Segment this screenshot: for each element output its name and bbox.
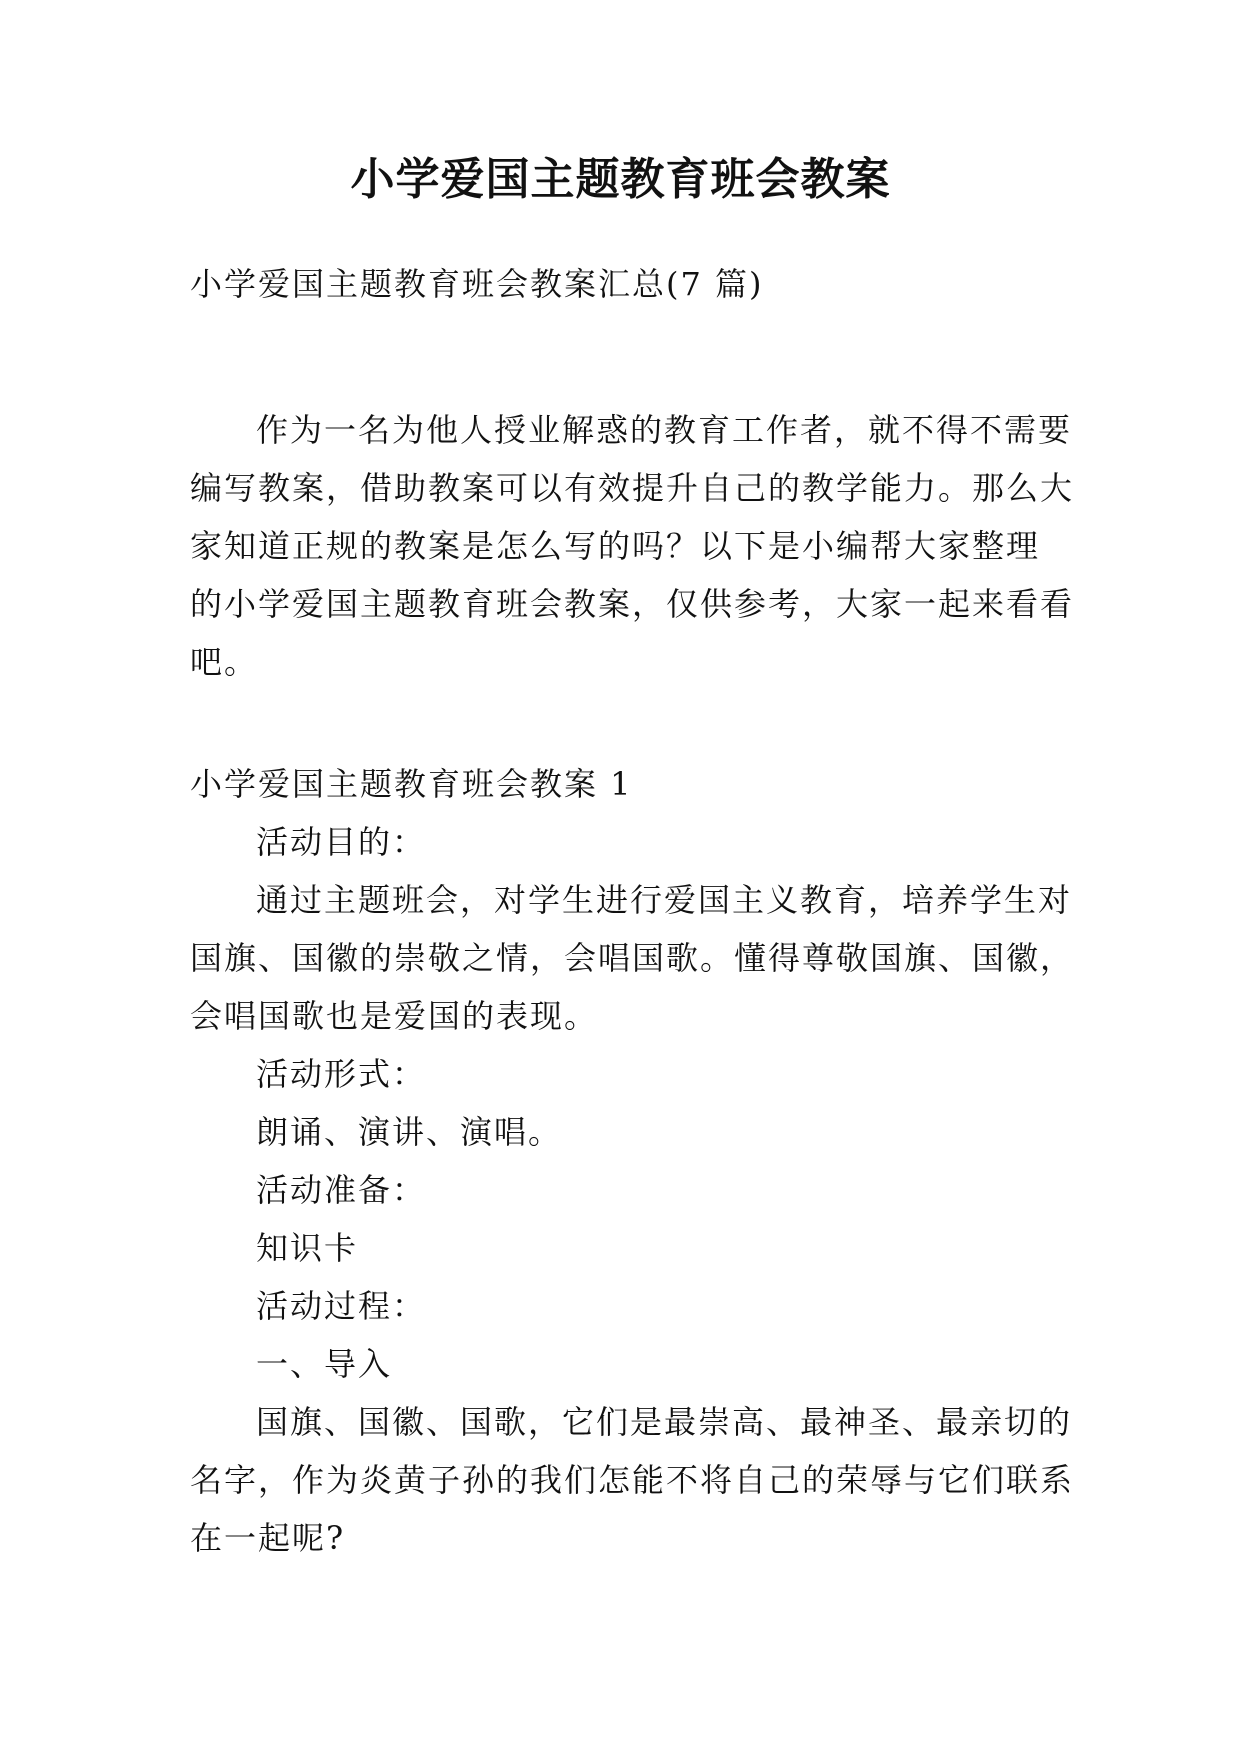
purpose-line-3: 会唱国歌也是爱国的表现。 <box>190 997 599 1035</box>
intro-line-2: 编写教案，借助教案可以有效提升自己的教学能力。那么大 <box>190 469 1075 507</box>
process-label: 活动过程： <box>256 1287 427 1325</box>
purpose-line-1: 通过主题班会，对学生进行爱国主义教育，培养学生对 <box>256 881 1073 919</box>
intro-line-4: 的小学爱国主题教育班会教案，仅供参考，大家一起来看看 <box>190 585 1075 623</box>
form-label: 活动形式： <box>256 1055 427 1093</box>
purpose-line-2: 国旗、国徽的崇敬之情，会唱国歌。懂得尊敬国旗、国徽， <box>190 939 1075 977</box>
document-subtitle: 小学爱国主题教育班会教案汇总(7 篇) <box>190 265 764 303</box>
intro2-line-2: 名字，作为炎黄子孙的我们怎能不将自己的荣辱与它们联系 <box>190 1461 1075 1499</box>
prep-text: 知识卡 <box>256 1229 359 1267</box>
form-text: 朗诵、演讲、演唱。 <box>256 1113 563 1151</box>
intro-line-1: 作为一名为他人授业解惑的教育工作者，就不得不需要 <box>256 411 1073 449</box>
intro-line-5: 吧。 <box>190 643 259 681</box>
step-one-heading: 一、导入 <box>256 1345 393 1383</box>
intro-line-3: 家知道正规的教案是怎么写的吗？以下是小编帮大家整理 <box>190 527 1041 565</box>
purpose-label: 活动目的： <box>256 823 427 861</box>
section-heading: 小学爱国主题教育班会教案 1 <box>190 765 633 803</box>
prep-label: 活动准备： <box>256 1171 427 1209</box>
intro2-line-3: 在一起呢? <box>190 1519 346 1557</box>
intro2-line-1: 国旗、国徽、国歌，它们是最崇高、最神圣、最亲切的 <box>256 1403 1073 1441</box>
document-title: 小学爱国主题教育班会教案 <box>350 154 891 205</box>
